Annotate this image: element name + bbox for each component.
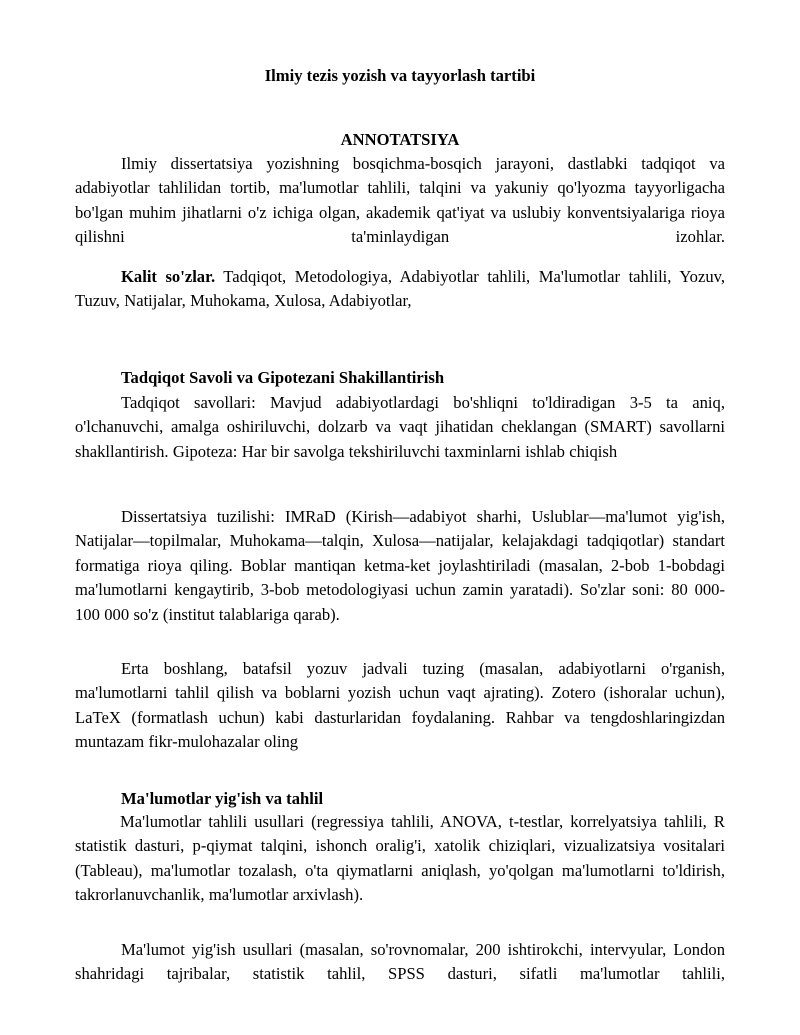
data-analysis-methods-paragraph: Ma'lumotlar tahlili usullari (regressiya tahlili, ANOVA, t-testlar, korrelyatsiya tahlili, R statistik dasturi, p-qiymat talqini, ishonch oralig'i, xatolik chiziqlari, vizualizatsiya vositalari (Tableau), ma'lumotlar tozalash, o'ta qiymatlarni aniqlash, yo'qolgan ma'lumotlarni to'ldirish, takrorlanuvchanlik, ma'lumotlar arxivlash). — [75, 812, 725, 905]
data-collection-methods-paragraph: Ma'lumot yig'ish usullari (masalan, so'rovnomalar, 200 ishtirokchi, intervyular, London shahridagi tajribalar, statistik tahlil, SPSS dasturi, sifatli ma'lumotlar tahlili, — [75, 940, 725, 984]
section-heading-research-question: Tadqiqot Savoli va Gipotezani Shakillantirish — [121, 368, 445, 387]
writing-schedule-paragraph: Erta boshlang, batafsil yozuv jadvali tuzing (masalan, adabiyotlarni o'rganish, ma'lumotlarni tahlil qilish va boblarni yozish uchun vaqt ajrating). Zotero (ishoralar uchun), LaTeX (formatlash uchun) kabi dasturlaridan foydalaning. Rahbar va tengdoshlaringizdan muntazam fikr-mulohazalar oling — [75, 659, 725, 752]
document-title: Ilmiy tezis yozish va tayyorlash tartibi — [264, 66, 536, 85]
keywords-paragraph — [75, 265, 725, 314]
annotation-paragraph: Ilmiy dissertatsiya yozishning bosqichma-bosqich jarayoni, dastlabki tadqiqot va adabiyotlar tahlilidan tortib, ma'lumotlar tahlili, talqini va yakuniy qo'lyozma tayyorligacha bo'lgan muhim jihatlarni o'z ichiga olgan, akademik qat'iyat va uslubiy konventsiyalariga rioya qilishni ta'minlaydigan izohlar. — [75, 154, 725, 247]
keywords-text: Tadqiqot, Metodologiya, Adabiyotlar tahlili, Ma'lumotlar tahlili, Yozuv, Tuzuv, Natijalar, Muhokama, Xulosa, Adabiyotlar, — [75, 267, 725, 311]
annotation-heading: ANNOTATSIYA — [340, 130, 460, 149]
research-question-paragraph: Tadqiqot savollari: Mavjud adabiyotlardagi bo'shliqni to'ldiradigan 3-5 ta aniq, o'lchanuvchi, amalga oshiriluvchi, dolzarb va vaqt jihatidan cheklangan (SMART) savollarni shakllantirish. Gipoteza: Har bir savolga tekshiriluvchi taxminlarni ishlab chiqish — [75, 393, 725, 461]
section-heading-data-collection: Ma'lumotlar yig'ish va tahlil — [121, 789, 324, 808]
dissertation-structure-paragraph: Dissertatsiya tuzilishi: IMRaD (Kirish—adabiyot sharhi, Uslublar—ma'lumot yig'ish, Natijalar—topilmalar, Muhokama—talqin, Xulosa—natijalar, kelajakdagi tadqiqotlar) standart formatiga rioya qiling. Boblar mantiqan ketma-ket joylashtiriladi (masalan, 2-bob 1-bobdagi ma'lumotlarni kengaytirib, 3-bob metodologiyasi uchun zamin yaratadi). So'zlar soni: 80 000-100 000 so'z (institut talablariga qarab). — [75, 507, 725, 624]
keywords-label: Kalit so'zlar. — [121, 267, 216, 286]
